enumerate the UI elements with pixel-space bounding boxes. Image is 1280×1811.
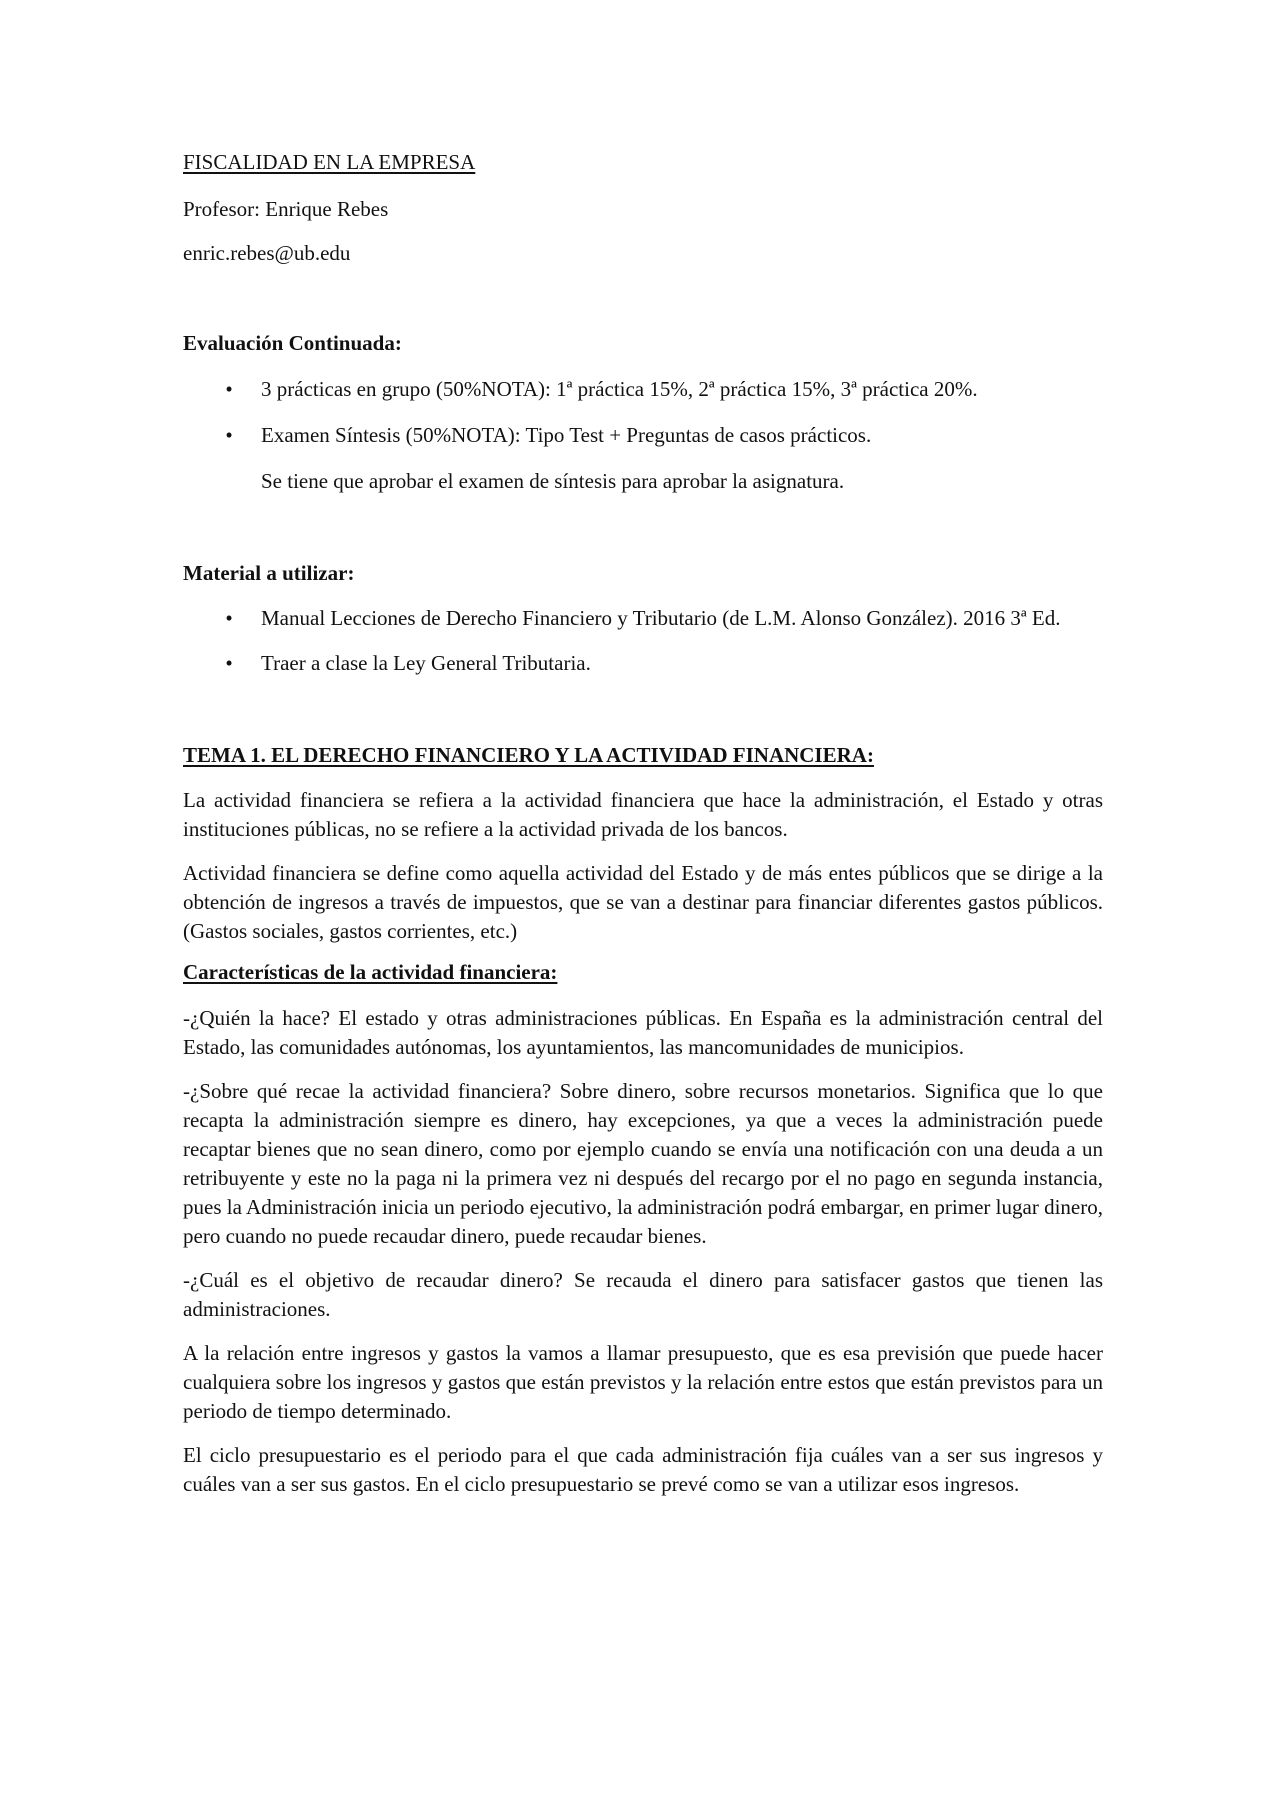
paragraph-quien: -¿Quién la hace? El estado y otras administraciones públicas. En España es la administración central del Estado, las comunidades autónomas, los ayuntamientos, las mancomunidades de municipios. [183,1006,1103,1059]
evaluation-list [183,375,1103,450]
paragraph-presupuesto: A la relación entre ingresos y gastos la vamos a llamar presupuesto, que es esa previsión que puede hacer cualquiera sobre los ingresos y gastos que están previstos y la relación entre estos que están previstos para un periodo de tiempo determinado. [183,1341,1103,1423]
paragraph-sobre-que: -¿Sobre qué recae la actividad financiera? Sobre dinero, sobre recursos monetarios. Significa que lo que recapta la administración siempre es dinero, hay excepciones, ya que a veces la administración puede recaptar bienes que no sean dinero, como por ejemplo cuando se envía una notificación con una deuda a un retribuyente y este no la paga ni la primera vez ni después del recargo por el no pago en segunda instancia, pues la Administración inicia un periodo ejecutivo, la administración podrá embargar, en primer lugar dinero, pero cuando no puede recaudar dinero, puede recaudar bienes. [183,1079,1103,1248]
document-title: FISCALIDAD EN LA EMPRESA [183,150,476,174]
paragraph-intro-1: La actividad financiera se refiera a la actividad financiera que hace la administración, el Estado y otras instituciones públicas, no se refiere a la actividad privada de los bancos. [183,788,1103,841]
list-item [183,649,1103,678]
paragraph-objetivo: -¿Cuál es el objetivo de recaudar dinero? Se recauda el dinero para satisfacer gastos que tienen las administraciones. [183,1268,1103,1321]
material-item-ley: Traer a clase la Ley General Tributaria. [261,651,591,675]
list-item [183,375,1103,404]
section-heading-tema-1: TEMA 1. EL DERECHO FINANCIERO Y LA ACTIVIDAD FINANCIERA: [183,743,874,767]
list-item [183,421,1103,450]
document-page [183,148,1103,1499]
material-heading: Material a utilizar: [183,561,355,585]
material-list [183,604,1103,678]
bullet-icon: • [225,423,233,447]
bullet-icon: • [225,377,233,401]
evaluation-item-practicas: 3 prácticas en grupo (50%NOTA): 1ª práctica 15%, 2ª práctica 15%, 3ª práctica 20%. [261,377,978,401]
bullet-icon: • [225,606,233,630]
subheading-caracteristicas: Características de la actividad financiera: [183,960,558,984]
evaluation-heading: Evaluación Continuada: [183,331,402,355]
list-item [183,604,1103,633]
evaluation-item-examen: Examen Síntesis (50%NOTA): Tipo Test + Preguntas de casos prácticos. [261,423,872,447]
material-item-manual: Manual Lecciones de Derecho Financiero y Tributario (de L.M. Alonso González). 2016 3ª Ed. [261,606,1061,630]
paragraph-intro-2: Actividad financiera se define como aquella actividad del Estado y de más entes públicos que se dirige a la obtención de ingresos a través de impuestos, que se van a destinar para financiar diferentes gastos públicos. (Gastos sociales, gastos corrientes, etc.) [183,861,1103,943]
professor-name: Profesor: Enrique Rebes [183,197,389,221]
evaluation-note: Se tiene que aprobar el examen de síntesis para aprobar la asignatura. [261,469,845,493]
professor-email: enric.rebes@ub.edu [183,241,351,265]
paragraph-ciclo-presupuestario: El ciclo presupuestario es el periodo para el que cada administración fija cuáles van a ser sus ingresos y cuáles van a ser sus gastos. En el ciclo presupuestario se prevé como se van a utilizar esos ingresos. [183,1443,1103,1496]
bullet-icon: • [225,651,233,675]
